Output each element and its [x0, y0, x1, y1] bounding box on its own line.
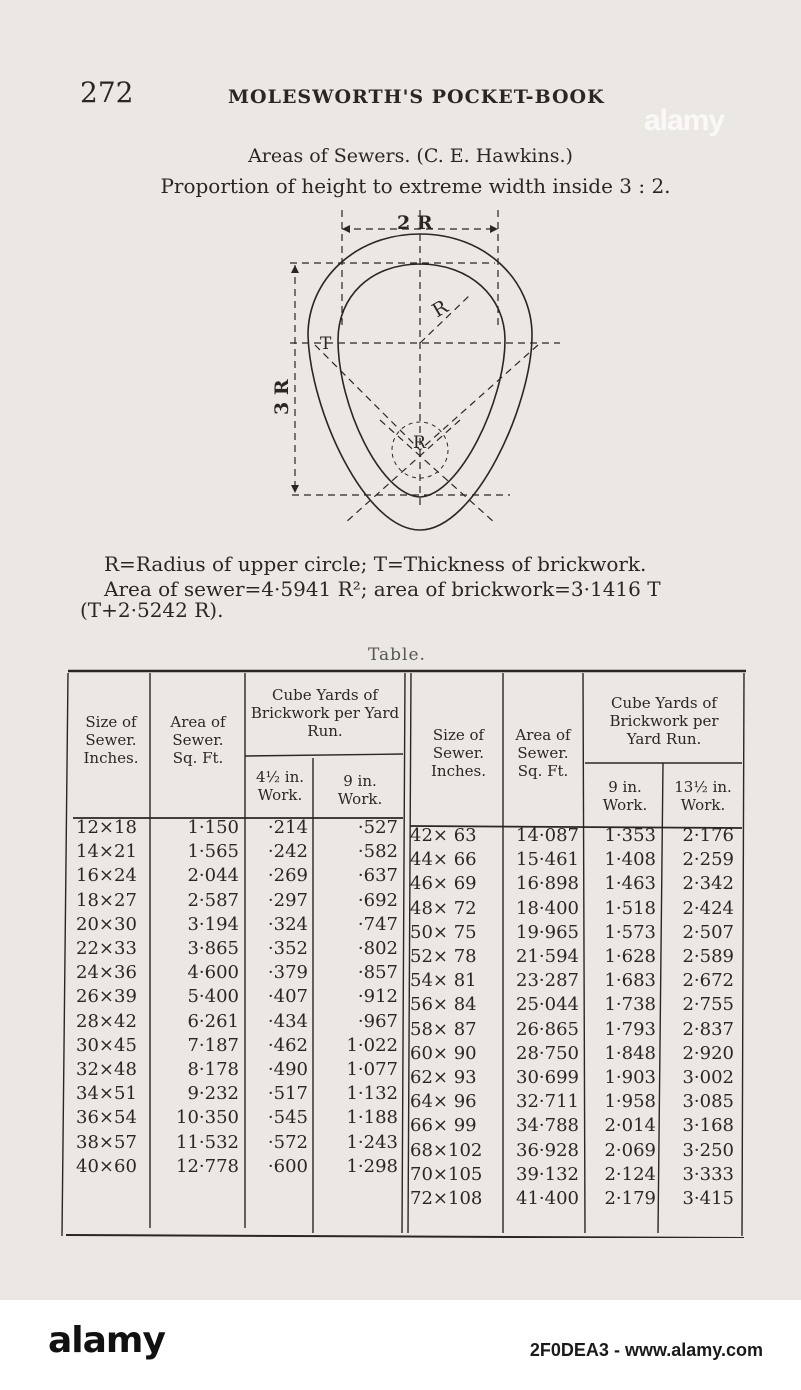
right-cell: 30·699	[516, 1067, 579, 1088]
right-cell: 3·333	[682, 1163, 734, 1185]
left-cell: ·517	[267, 1083, 308, 1105]
left-cell: ·857	[357, 962, 398, 984]
right-cell: 2·014	[604, 1115, 656, 1137]
right-cell: 44× 66	[410, 849, 477, 871]
right-cell: 46× 69	[410, 873, 477, 895]
header-9in-left: 9 in. Work.	[337, 772, 383, 808]
left-cell: ·214	[267, 817, 308, 838]
inner-outline	[338, 264, 505, 497]
left-cell: 2·587	[187, 889, 239, 911]
right-cell: 21·594	[516, 946, 579, 967]
right-cell: 2·124	[604, 1163, 656, 1185]
left-cell: 9·232	[187, 1083, 239, 1105]
right-cell: 15·461	[516, 849, 579, 871]
section-subtitle: Proportion of height to extreme width inside 3 : 2.	[160, 174, 671, 198]
right-cell: 39·132	[516, 1163, 579, 1185]
upper-radius-label: R	[428, 295, 452, 323]
left-cell: 20×30	[76, 913, 137, 935]
site-url: www.alamy.com	[624, 1340, 763, 1360]
right-cell: 3·168	[682, 1115, 734, 1137]
right-cell: 1·628	[604, 946, 656, 967]
left-cell: ·407	[267, 986, 308, 1008]
left-cell: ·802	[357, 938, 398, 959]
right-cell: 2·507	[682, 921, 734, 943]
left-cell: 2·044	[187, 865, 239, 887]
left-cell: ·572	[267, 1131, 308, 1153]
right-cell: 56× 84	[410, 994, 477, 1016]
left-cell: 32×48	[76, 1059, 137, 1080]
thickness-label: T	[320, 334, 332, 354]
left-cell: 5·400	[187, 986, 239, 1008]
right-cell: 2·342	[682, 873, 734, 895]
left-cell: 36×54	[76, 1107, 137, 1129]
left-cell: 14×21	[76, 841, 137, 863]
header-area-right: Area of Sewer. Sq. Ft.	[515, 726, 571, 780]
right-cell: 3·250	[682, 1139, 734, 1161]
right-cell: 25·044	[516, 994, 579, 1016]
right-cell: 18·400	[516, 897, 579, 919]
left-cell: 26×39	[76, 986, 137, 1008]
right-cell: 60× 90	[410, 1042, 477, 1064]
left-cell: 28×42	[76, 1010, 137, 1032]
right-cell: 28·750	[516, 1042, 579, 1064]
header-size-left: Size of Sewer. Inches.	[83, 713, 139, 767]
left-cell: 1·243	[346, 1131, 398, 1153]
right-cell: 1·683	[604, 970, 656, 992]
left-cell: ·462	[267, 1034, 308, 1056]
image-id: 2F0DEA3	[529, 1340, 609, 1360]
left-cell: ·297	[267, 889, 308, 911]
left-cell: 12×18	[76, 817, 137, 838]
right-cell: 3·085	[682, 1091, 734, 1113]
header-9in-right: 9 in. Work.	[602, 778, 648, 814]
left-cell: 34×51	[76, 1083, 137, 1105]
right-cell: 3·415	[682, 1188, 734, 1209]
header-13half-right: 13½ in. Work.	[674, 778, 732, 814]
right-cell: 2·920	[682, 1042, 734, 1064]
left-cell: ·967	[357, 1010, 398, 1032]
left-cell: 10·350	[176, 1107, 239, 1129]
right-cell: 3·002	[682, 1067, 734, 1088]
right-cell: 16·898	[516, 873, 579, 895]
header-4half-left: 4½ in. Work.	[255, 768, 305, 804]
right-cell: 1·408	[604, 849, 656, 871]
header-cube-left: Cube Yards of Brickwork per Yard Run.	[250, 686, 400, 740]
sewer-cross-section-diagram	[270, 205, 570, 535]
left-cell: ·747	[357, 913, 398, 935]
lower-radius-label: R	[413, 433, 426, 453]
left-cell: 7·187	[187, 1034, 239, 1056]
left-cell: ·912	[357, 986, 398, 1008]
right-cell: 66× 99	[410, 1115, 477, 1137]
right-cell: 2·179	[604, 1188, 656, 1209]
right-cell: 41·400	[516, 1188, 579, 1209]
right-cell: 1·463	[604, 873, 656, 895]
right-cell: 23·287	[516, 970, 579, 992]
right-cell: 68×102	[410, 1139, 483, 1161]
left-cell: ·600	[267, 1155, 308, 1177]
left-cell: ·324	[267, 913, 308, 935]
left-cell: 1·188	[346, 1107, 398, 1129]
left-cell: ·545	[267, 1107, 308, 1129]
right-cell: 1·958	[604, 1091, 656, 1113]
right-cell: 2·069	[604, 1139, 656, 1161]
right-cell: 2·837	[682, 1018, 734, 1040]
left-cell: 1·022	[346, 1034, 398, 1056]
left-cell: 16×24	[76, 865, 137, 887]
image-id-and-url: 2F0DEA3 - www.alamy.com	[529, 1340, 763, 1360]
left-cell: 1·298	[346, 1155, 398, 1177]
header-size-right: Size of Sewer. Inches.	[431, 726, 486, 780]
running-head: MOLESWORTH'S POCKET-BOOK	[228, 86, 605, 108]
left-cell: 6·261	[187, 1010, 239, 1032]
watermark-logo: alamy	[644, 104, 725, 137]
right-cell: 64× 96	[410, 1091, 477, 1113]
alamy-logo: alamy	[48, 1320, 165, 1361]
right-cell: 2·672	[682, 970, 734, 992]
left-cell: 38×57	[76, 1131, 137, 1153]
left-cell: 12·778	[176, 1155, 239, 1177]
section-title: Areas of Sewers. (C. E. Hawkins.)	[248, 145, 573, 167]
page-number: 272	[80, 76, 134, 109]
left-cell: ·352	[267, 938, 308, 959]
right-cell: 1·573	[604, 921, 656, 943]
left-cell: 1·132	[346, 1083, 398, 1105]
left-cell: ·490	[267, 1059, 308, 1080]
right-cell: 58× 87	[410, 1018, 477, 1040]
header-cube-right: Cube Yards of Brickwork per Yard Run.	[609, 694, 719, 748]
left-cell: ·692	[357, 889, 398, 911]
left-cell: 24×36	[76, 962, 137, 984]
right-cell: 1·903	[604, 1067, 656, 1088]
right-cell: 42× 63	[410, 825, 477, 846]
right-cell: 2·259	[682, 849, 734, 871]
right-cell: 1·353	[604, 825, 656, 846]
right-cell: 72×108	[410, 1188, 483, 1209]
right-cell: 2·424	[682, 897, 734, 919]
left-cell: ·637	[357, 865, 398, 887]
right-cell: 34·788	[516, 1115, 579, 1137]
right-cell: 2·589	[682, 946, 734, 967]
left-cell: 18×27	[76, 889, 137, 911]
note-area: Area of sewer=4·5941 R²; area of brickwork=3·1416 T	[104, 577, 661, 601]
left-cell: 3·194	[187, 913, 239, 935]
left-cell: 30×45	[76, 1034, 137, 1056]
right-cell: 50× 75	[410, 921, 477, 943]
table-title: Table.	[368, 645, 426, 665]
header-area-left: Area of Sewer. Sq. Ft.	[170, 713, 226, 767]
note-area-cont: (T+2·5242 R).	[80, 598, 224, 622]
left-cell: 22×33	[76, 938, 137, 959]
watermark-bar	[0, 1300, 801, 1390]
left-cell: 3·865	[187, 938, 239, 959]
left-cell: ·527	[357, 817, 398, 838]
left-cell: ·434	[267, 1010, 308, 1032]
right-cell: 14·087	[516, 825, 579, 846]
right-cell: 52× 78	[410, 946, 477, 967]
left-cell: 1·565	[187, 841, 239, 863]
right-cell: 62× 93	[410, 1067, 477, 1088]
right-cell: 2·176	[682, 825, 734, 846]
left-cell: 1·150	[187, 817, 239, 838]
left-cell: 8·178	[187, 1059, 239, 1080]
right-cell: 1·793	[604, 1018, 656, 1040]
left-cell: 40×60	[76, 1155, 137, 1177]
left-cell: ·379	[267, 962, 308, 984]
sewer-table	[58, 668, 746, 1238]
left-cell: ·242	[267, 841, 308, 863]
right-cell: 1·738	[604, 994, 656, 1016]
right-cell: 1·848	[604, 1042, 656, 1064]
left-cell: ·582	[357, 841, 398, 863]
right-cell: 70×105	[410, 1163, 483, 1185]
right-cell: 1·518	[604, 897, 656, 919]
left-cell: 1·077	[346, 1059, 398, 1080]
left-cell: 4·600	[187, 962, 239, 984]
right-cell: 54× 81	[410, 970, 477, 992]
right-cell: 48× 72	[410, 897, 477, 919]
note-radius: R=Radius of upper circle; T=Thickness of brickwork.	[104, 552, 647, 576]
right-cell: 26·865	[516, 1018, 579, 1040]
right-cell: 36·928	[516, 1139, 579, 1161]
left-cell: 11·532	[176, 1131, 239, 1153]
width-label: 2 R	[397, 212, 433, 234]
right-cell: 2·755	[682, 994, 734, 1016]
left-cell: ·269	[267, 865, 308, 887]
height-label: 3 R	[271, 379, 293, 415]
right-cell: 19·965	[516, 921, 579, 943]
right-cell: 32·711	[516, 1091, 579, 1113]
